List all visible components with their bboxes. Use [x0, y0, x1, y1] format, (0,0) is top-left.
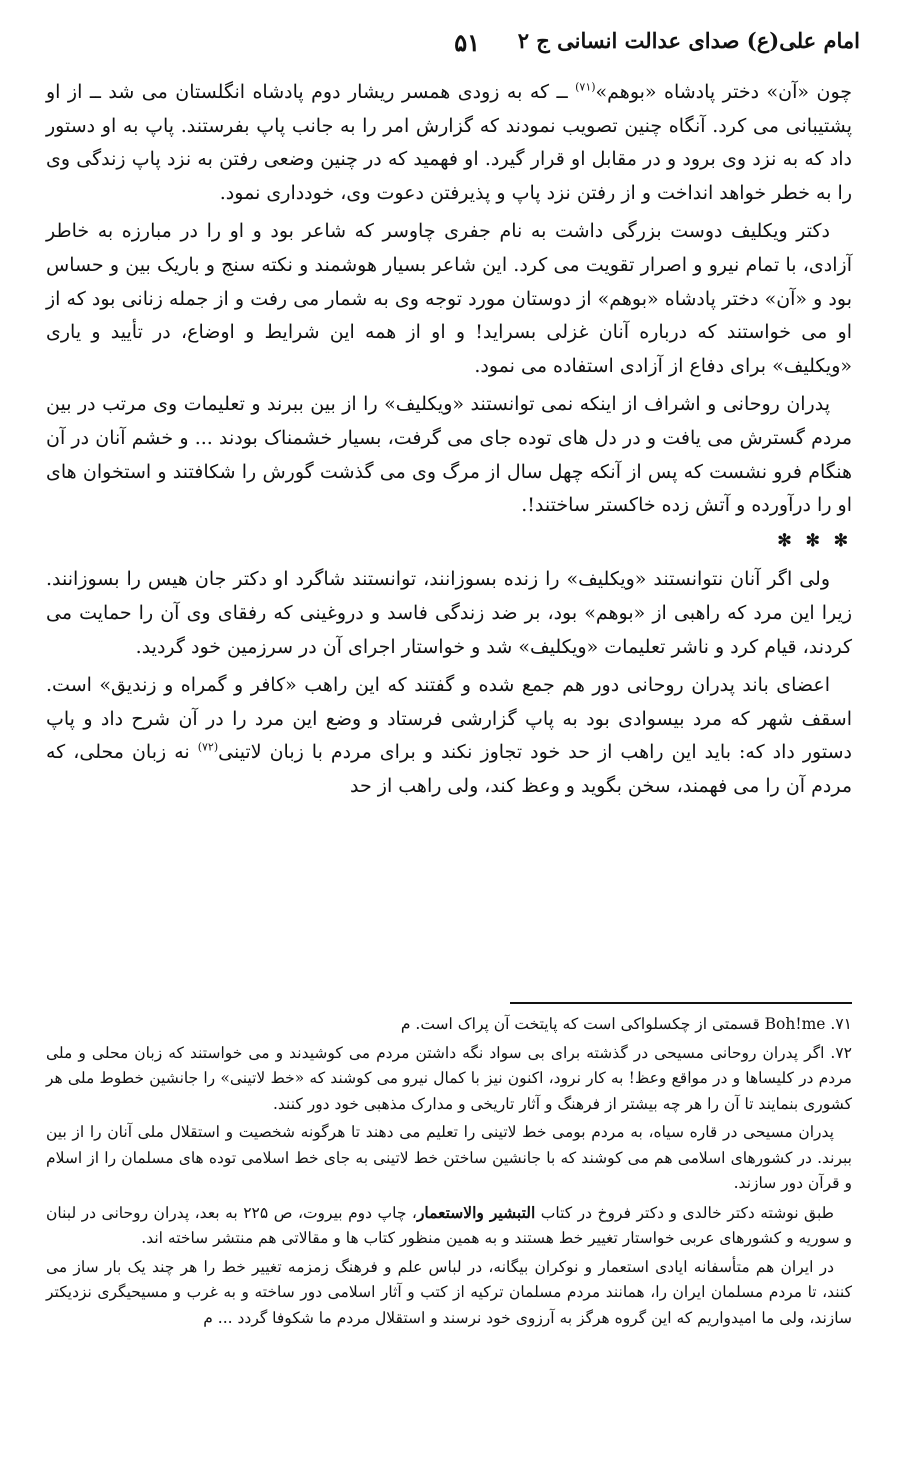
footnote-72-para-3 [46, 1200, 852, 1252]
paragraph-1-rest: ــ که به زودی همسر ریشار دوم پادشاه انگلستان می شد ــ از او پشتیبانی می کرد. آنگاه چنین تصویب نمودند که گزارش امر را به جانب پاپ بفرستند. پاپ به او دستور داد که به نزد وی برود و در مقابل او قرار گیرد. او فهمید که در چنین وضعی رفتن به نزد پاپ زندگی وی را به خطر خواهد انداخت و از رفتن نزد پاپ و پذیرفتن دعوت وی، خودداری نمود. [46, 81, 852, 204]
book-title: التبشیر والاستعمار [416, 1202, 536, 1222]
paragraph-5-rest: نه زبان محلی، که مردم آن را می فهمند، سخن بگوید و وعظ کند، ولی راهب از حد [46, 741, 852, 797]
page-number: ۵۱ [454, 28, 480, 57]
footnote-72-para-3-start: طبق نوشته دکتر خالدی و دکتر فروخ در کتاب [535, 1203, 834, 1222]
footnote-72-para-4: در ایران هم متأسفانه ایادی استعمار و نوکران بیگانه، در لباس علم و فرهنگ زمزمه تغییر خط را هر چند یک بار ساز می کنند، تا مردم مسلمان ایران را، همانند مردم مسلمان ترکیه از کتب و آثار اسلامی دور ساخته و به غرب و مسیحیگری نزدیکتر سازند، ولی ما امیدواریم که این گروه هرگز به آرزوی خود نرسند و استقلال مردم ما شکوفا گردد ... م [46, 1257, 852, 1327]
footnote-72-para-3-rest: ، چاپ دوم بیروت، ص ۲۲۵ به بعد، پدران روحانی در لبنان و سوریه و کشورهای عربی خواستار تغییر خط هستند و به همین منظور کتاب ها و مقالاتی هم منتشر ساخته اند. [46, 1203, 852, 1247]
paragraph-1 [46, 76, 852, 210]
paragraph-2: دکتر ویکلیف دوست بزرگی داشت به نام جفری چاوسر که شاعر بود و او را در مبارزه به خاطر آزادی، با تمام نیرو و اصرار تقویت می کرد. این شاعر بسیار هوشمند و نکته سنج و باریک بین و حساس بود و «آن» دختر پادشاه «بوهم» از دوستان مورد توجه وی به شمار می رفت و از جمله زنانی بود که از او می خواستند که درباره آنان غزلی بسراید! و او از همه این شرایط و اوضاع، در تأیید و یاری «ویکلیف» برای دفاع از آزادی استفاده می نمود. [46, 220, 852, 377]
footnote-ref-71[interactable]: (۷۱) [575, 80, 596, 94]
paragraph-3: پدران روحانی و اشراف از اینکه نمی توانستند «ویکلیف» را از بین ببرند و تعلیمات وی مرتب در بین مردم گسترش می یافت و در دل های توده جای می گرفت، بسیار خشمناک بودند ... و خشم آنان در آن هنگام فرو نشست که پس از آنکه چهل سال از مرگ وی می گذشت گورش را شکافتند و استخوان های او را درآورده و آتش زده خاکستر ساختند!. [46, 393, 852, 517]
footnotes [46, 1012, 852, 1331]
footnote-72-para-2: پدران مسیحی در قاره سیاه، به مردم بومی خط لاتینی را تعلیم می دهند تا هرگونه شخصیت و استقلال ملی آنان را از بین ببرند. در کشورهای اسلامی هم می کوشند که با جانشین ساختن خط لاتینی به جای خط اسلامی توده های مسلمان را از اسلام و قرآن دور سازند. [46, 1123, 852, 1192]
footnote-divider [510, 1002, 852, 1004]
running-title: امام علی(ع) صدای عدالت انسانی ج ۲ [517, 28, 860, 53]
section-separator: ✻ ✻ ✻ [777, 530, 852, 551]
paragraph-5 [46, 669, 852, 803]
footnote-ref-72[interactable]: (۷۲) [197, 740, 219, 754]
footnote-72: ۷۲. اگر پدران روحانی مسیحی در گذشته برای بی سواد نگه داشتن مردم می کوشیدند و می خواستند که زبان محلی و ملی مردم در کلیساها و در مواقع وعظ! به کار نرود، اکنون نیز با کمال نیرو می کوشند که «خط لاتینی» را جانشین خطوط ملی هر کشوری بنمایند تا آن را هر چه بیشتر از فرهنگ و آثار تاریخی و مدارک مذهبی خود دور کنند. [46, 1043, 852, 1113]
paragraph-1-start: چون «آن» دختر پادشاه «بوهم» [595, 81, 853, 103]
paragraph-5-start: اعضای باند پدران روحانی دور هم جمع شده و گفتند که این راهب «کافر و گمراه و زندیق» است. اسقف شهر که مرد بیسوادی بود به پاپ گزارشی فرستاد و وضع این مرد را در آن شرح داد و پاپ دستور داد که: باید این راهب از حد خود تجاوز نکند و برای مردم با زبان لاتینی [46, 674, 852, 764]
footnote-71: ۷۱. Boh!me قسمتی از چکسلواکی است که پایتخت آن پراک است. م [400, 1015, 852, 1033]
main-text [46, 76, 852, 803]
paragraph-4: ولی اگر آنان نتوانستند «ویکلیف» را زنده بسوزانند، توانستند شاگرد او دکتر جان هیس را بسوزانند. زیرا این مرد که راهبی از «بوهم» بود، بر ضد زندگی فاسد و دروغینی که رفقای وی آن را حمایت می کردند، قیام کرد و ناشر تعلیمات «ویکلیف» شد و خواستار اجرای آن در سرزمین خود گردید. [46, 568, 852, 658]
page-header [40, 28, 860, 68]
